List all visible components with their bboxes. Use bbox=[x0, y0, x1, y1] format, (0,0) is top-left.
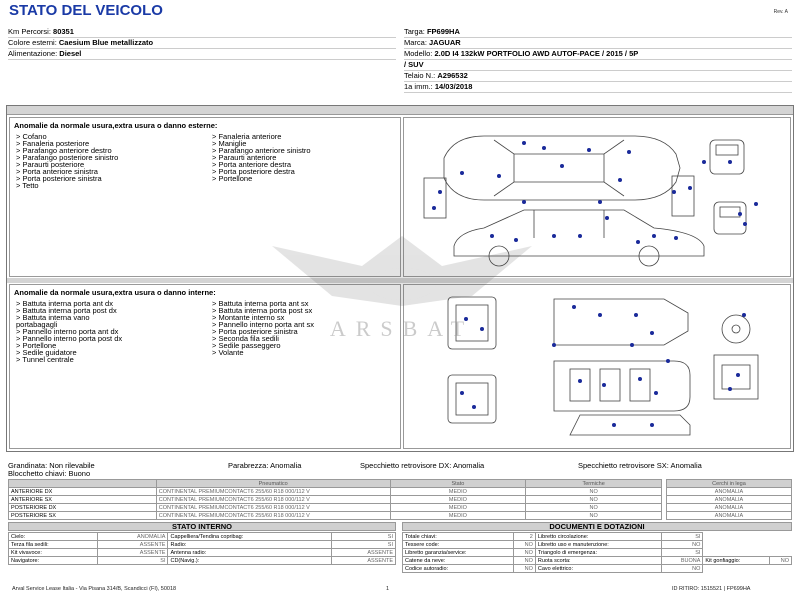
table-row bbox=[9, 541, 396, 549]
table-row bbox=[9, 533, 396, 541]
tyre-description: CONTINENTAL PREMIUMCONTACT6 255/60 R18 000/112 V bbox=[156, 496, 390, 504]
info-row-vin: Telaio N.: A296532 bbox=[404, 71, 792, 82]
field-value: SI bbox=[331, 533, 395, 541]
table-row bbox=[9, 496, 662, 504]
table-row bbox=[9, 512, 662, 520]
documents-title: DOCUMENTI E DOTAZIONI bbox=[402, 522, 792, 531]
field-value: 2 bbox=[513, 533, 535, 541]
anomaly-item: > Porta posteriore destra bbox=[212, 167, 295, 176]
info-row-brand: Marca: JAGUAR bbox=[404, 38, 792, 49]
anomaly-item: > Cofano bbox=[16, 132, 47, 141]
anomaly-item: > Pannello interno porta post dx bbox=[16, 334, 123, 343]
rims-table bbox=[666, 479, 792, 520]
tyre-winter: NO bbox=[526, 496, 662, 504]
table-row bbox=[667, 496, 792, 504]
watermark-text: ARSBAT bbox=[329, 316, 475, 341]
tyre-description: CONTINENTAL PREMIUMCONTACT6 255/60 R18 000/112 V bbox=[156, 504, 390, 512]
external-anomalies-title: Anomalie da normale usura,extra usura o danno esterne: bbox=[14, 121, 218, 130]
field-label: Catene da neve: bbox=[403, 557, 514, 565]
vehicle-info-left bbox=[8, 27, 396, 60]
anomaly-item: > Fanaleria posteriore bbox=[16, 139, 90, 148]
anomaly-item: > Battuta interna porta ant sx bbox=[212, 299, 309, 308]
anomaly-item: > Porta anteriore destra bbox=[212, 160, 292, 169]
damage-section bbox=[6, 105, 794, 452]
table-row bbox=[403, 557, 792, 565]
anomaly-item: > Parafango anteriore destro bbox=[16, 146, 112, 155]
internal-list-col1 bbox=[16, 300, 122, 363]
internal-state-table bbox=[8, 532, 396, 565]
anomaly-item: > Paraurti posteriore bbox=[16, 160, 85, 169]
field-value: SI bbox=[662, 549, 703, 557]
tyre-position: POSTERIORE DX bbox=[9, 504, 157, 512]
anomaly-item: > Parafango anteriore sinistro bbox=[212, 146, 311, 155]
field-value: ASSENTE bbox=[98, 541, 168, 549]
field-value: BUONA bbox=[662, 557, 703, 565]
anomaly-item: > Porta anteriore sinistra bbox=[16, 167, 98, 176]
anomaly-item: > Tetto bbox=[16, 181, 39, 190]
anomaly-item: > Fanaleria anteriore bbox=[212, 132, 282, 141]
field-label: Libretto circolazione: bbox=[535, 533, 662, 541]
revision-label: Rev. A bbox=[773, 9, 788, 15]
anomaly-item: > Battuta interna porta post sx bbox=[212, 306, 313, 315]
field-value: ASSENTE bbox=[98, 549, 168, 557]
mirror-sx-status: Specchietto retrovisore SX: Anomalia bbox=[578, 461, 702, 470]
field-label: Navigatore: bbox=[9, 557, 98, 565]
footer-company: Arval Service Lease Italia - Via Pisana 314/B, Scandicci (FI), 50018 bbox=[12, 586, 177, 592]
anomaly-item: > Maniglie bbox=[212, 139, 247, 148]
table-row bbox=[9, 557, 396, 565]
field-value: ANOMALIA bbox=[98, 533, 168, 541]
anomaly-item: > Battuta interna porta post dx bbox=[16, 306, 117, 315]
table-row bbox=[667, 504, 792, 512]
field-value: NO bbox=[513, 565, 535, 573]
tyre-winter: NO bbox=[526, 488, 662, 496]
field-value: NO bbox=[662, 565, 703, 573]
documents-table bbox=[402, 532, 792, 573]
external-list-col1 bbox=[16, 133, 118, 189]
anomaly-item: > Portellone bbox=[16, 341, 57, 350]
info-row-color: Colore esterni: Caesium Blue metallizzato bbox=[8, 38, 396, 49]
anomaly-item: portabagagli bbox=[16, 320, 58, 329]
anomaly-item: > Seconda fila sedili bbox=[212, 334, 279, 343]
tyre-state: MEDIO bbox=[390, 496, 526, 504]
anomaly-item: > Tunnel centrale bbox=[16, 355, 74, 364]
table-row bbox=[9, 549, 396, 557]
anomaly-item: > Porta posteriore sinistra bbox=[212, 327, 298, 336]
field-value: NO bbox=[513, 549, 535, 557]
field-label: CD(Navig.): bbox=[168, 557, 331, 565]
field-label: Cielo: bbox=[9, 533, 98, 541]
table-row bbox=[403, 533, 792, 541]
tyre-position: ANTERIORE SX bbox=[9, 496, 157, 504]
tyres-header-termiche: Termiche bbox=[526, 480, 662, 488]
hail-status: Grandinata: Non rilevabile bbox=[8, 461, 95, 470]
key-block-status: Blocchetto chiavi: Buono bbox=[8, 469, 91, 478]
field-value: NO bbox=[513, 541, 535, 549]
field-value: SI bbox=[662, 533, 703, 541]
tyre-description: CONTINENTAL PREMIUMCONTACT6 255/60 R18 000/112 V bbox=[156, 512, 390, 520]
info-row-km: Km Percorsi: 80351 bbox=[8, 27, 396, 38]
rim-state: ANOMALIA bbox=[667, 512, 792, 520]
table-row bbox=[667, 512, 792, 520]
field-label: Radio: bbox=[168, 541, 331, 549]
anomaly-item: > Portellone bbox=[212, 174, 253, 183]
table-row bbox=[403, 549, 792, 557]
vehicle-info-right bbox=[404, 27, 792, 93]
rim-state: ANOMALIA bbox=[667, 496, 792, 504]
anomaly-item: > Battuta interna vano bbox=[16, 313, 90, 322]
tyre-description: CONTINENTAL PREMIUMCONTACT6 255/60 R18 000/112 V bbox=[156, 488, 390, 496]
anomaly-item: > Battuta interna porta ant dx bbox=[16, 299, 113, 308]
field-label: Libretto uso e manutenzione: bbox=[535, 541, 662, 549]
field-label: Ruota scorta: bbox=[535, 557, 662, 565]
section-band bbox=[7, 106, 793, 115]
info-row-plate: Targa: FP699HA bbox=[404, 27, 792, 38]
field-value: NO bbox=[662, 541, 703, 549]
field-label: Libretto garanzia/service: bbox=[403, 549, 514, 557]
field-value: NO bbox=[513, 557, 535, 565]
field-value: NO bbox=[769, 557, 791, 565]
rims-header: Cerchi in lega bbox=[667, 480, 792, 488]
field-value: ASSENTE bbox=[331, 557, 395, 565]
field-label: Triangolo di emergenza: bbox=[535, 549, 662, 557]
tyres-table bbox=[8, 479, 662, 520]
field-label: Codice autoradio: bbox=[403, 565, 514, 573]
footer-id: ID RITIRO: 1515521 | FP699HA bbox=[672, 586, 751, 592]
mirror-dx-status: Specchietto retrovisore DX: Anomalia bbox=[360, 461, 485, 470]
watermark-logo bbox=[237, 216, 567, 366]
field-label: Cappelliera/Tendina copribag: bbox=[168, 533, 331, 541]
anomaly-item: > Montante interno sx bbox=[212, 313, 285, 322]
info-row-registration: 1a imm.: 14/03/2018 bbox=[404, 82, 792, 93]
internal-anomalies-title: Anomalie da normale usura,extra usura o danno interne: bbox=[14, 288, 216, 297]
table-row bbox=[403, 565, 792, 573]
anomaly-item: > Pannello interno porta ant dx bbox=[16, 327, 119, 336]
tyres-header-stato: Stato bbox=[390, 480, 526, 488]
document-title: STATO DEL VEICOLO bbox=[9, 2, 163, 19]
field-label: Antenna radio: bbox=[168, 549, 331, 557]
field-label: Kit vivavoce: bbox=[9, 549, 98, 557]
field-value: ASSENTE bbox=[331, 549, 395, 557]
tyres-header-pneumatico: Pneumatico bbox=[156, 480, 390, 488]
table-row bbox=[667, 488, 792, 496]
field-label: Tessere code: bbox=[403, 541, 514, 549]
footer-page-number: 1 bbox=[386, 586, 390, 592]
external-list-col2 bbox=[212, 133, 311, 182]
anomaly-item: > Porta posteriore sinistra bbox=[16, 174, 102, 183]
anomaly-item: > Sedile passeggero bbox=[212, 341, 281, 350]
table-row bbox=[9, 504, 662, 512]
anomaly-item: > Parafango posteriore sinistro bbox=[16, 153, 119, 162]
windshield-status: Parabrezza: Anomalia bbox=[228, 461, 302, 470]
tyre-position: POSTERIORE SX bbox=[9, 512, 157, 520]
field-label: Totale chiavi: bbox=[403, 533, 514, 541]
field-value: SI bbox=[331, 541, 395, 549]
internal-state-title: STATO INTERNO bbox=[8, 522, 396, 531]
tyre-winter: NO bbox=[526, 504, 662, 512]
tyre-winter: NO bbox=[526, 512, 662, 520]
tyre-position: ANTERIORE DX bbox=[9, 488, 157, 496]
anomaly-item: > Pannello interno porta ant sx bbox=[212, 320, 314, 329]
field-label: Terza fila sedili: bbox=[9, 541, 98, 549]
table-row bbox=[403, 541, 792, 549]
tyre-state: MEDIO bbox=[390, 512, 526, 520]
info-row-model: Modello: 2.0D I4 132kW PORTFOLIO AWD AUTOF-PACE / 2015 / 5P bbox=[404, 49, 792, 60]
field-value: SI bbox=[98, 557, 168, 565]
field-label: Cavo elettrico: bbox=[535, 565, 662, 573]
info-row-model-cont: / SUV bbox=[404, 60, 792, 71]
tyre-state: MEDIO bbox=[390, 504, 526, 512]
tyre-state: MEDIO bbox=[390, 488, 526, 496]
anomaly-item: > Volante bbox=[212, 348, 244, 357]
info-row-fuel: Alimentazione: Diesel bbox=[8, 49, 396, 60]
rim-state: ANOMALIA bbox=[667, 504, 792, 512]
table-row bbox=[9, 488, 662, 496]
anomaly-item: > Sedile guidatore bbox=[16, 348, 77, 357]
rim-state: ANOMALIA bbox=[667, 488, 792, 496]
anomaly-item: > Paraurti anteriore bbox=[212, 153, 277, 162]
field-label: Kit gonfiaggio: bbox=[703, 557, 769, 565]
